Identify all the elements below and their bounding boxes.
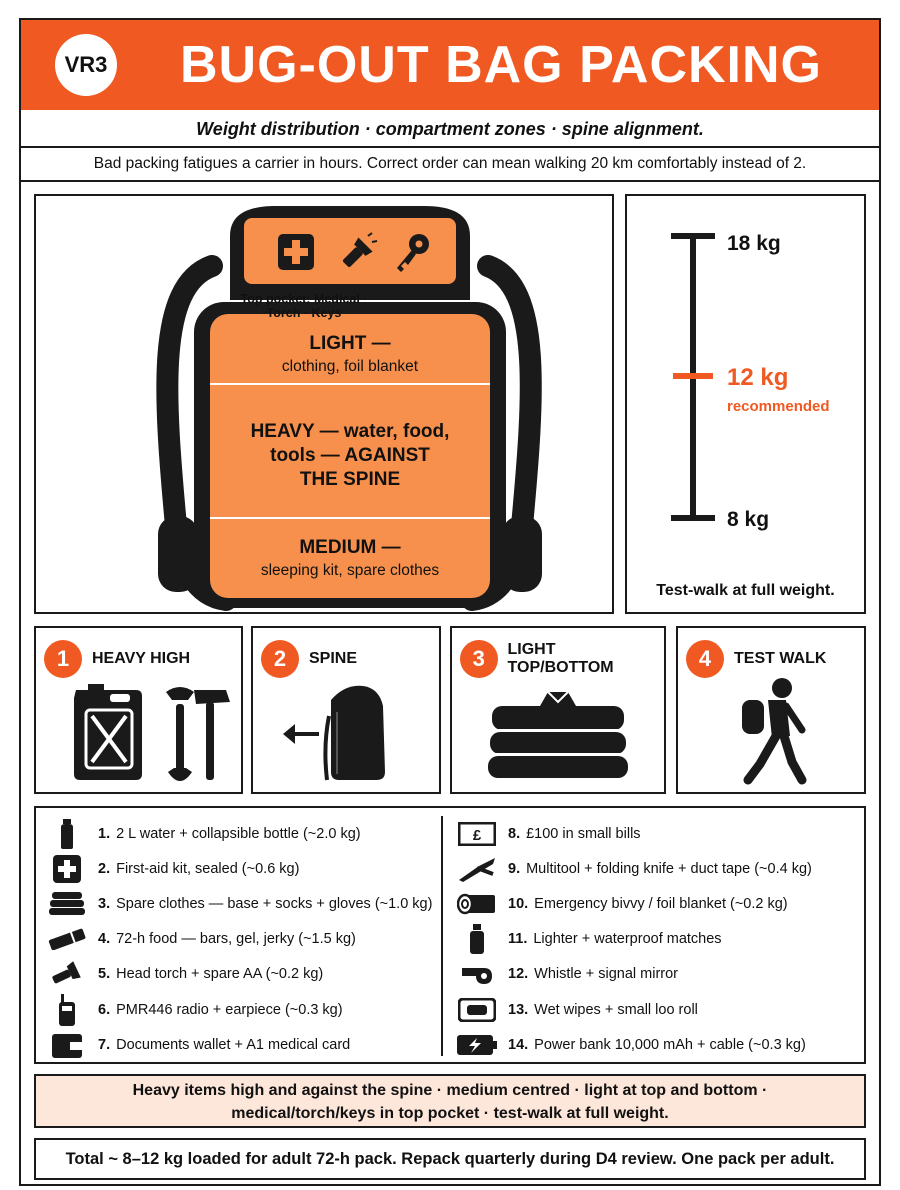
item-text: Multitool + folding knife + duct tape (~0.4 kg): [526, 860, 812, 877]
step-test-walk: [676, 626, 866, 794]
list-item: 14. Power bank 10,000 mAh + cable (~0.3 kg): [456, 1027, 856, 1062]
item-text: PMR446 radio + earpiece (~0.3 kg): [116, 1001, 343, 1018]
item-text: Lighter + waterproof matches: [533, 931, 722, 948]
zone-light-title: LIGHT —: [309, 333, 391, 354]
list-item: 3. Spare clothes — base + socks + gloves (~1.0 kg): [46, 886, 436, 921]
power-bank-icon: [456, 1030, 498, 1060]
zone-medium: [212, 536, 488, 582]
item-text: Whistle + signal mirror: [534, 966, 678, 983]
vr-badge: VR3: [55, 34, 117, 96]
bottle-icon: [46, 819, 88, 849]
step-number: 4: [686, 640, 724, 678]
scale-max-label: 18 kg: [727, 232, 781, 255]
bivvy-roll-icon: [456, 889, 498, 919]
item-text: 72-h food — bars, gel, jerky (~1.5 kg): [116, 931, 356, 948]
header-banner: [21, 20, 879, 110]
scale-min-label: 8 kg: [727, 508, 770, 531]
list-item: 13. Wet wipes + small loo roll: [456, 992, 856, 1027]
first-aid-icon: [276, 232, 316, 272]
step-light-top-bottom: [450, 626, 666, 794]
list-item: 2. First-aid kit, sealed (~0.6 kg): [46, 851, 436, 886]
backpack-icon: [325, 686, 385, 780]
whistle-icon: [456, 959, 498, 989]
list-item: 9. Multitool + folding knife + duct tape (~0.4 kg): [456, 851, 856, 886]
packing-checklist: [34, 806, 866, 1064]
lighter-icon: [456, 924, 498, 954]
list-item: 10. Emergency bivvy / foil blanket (~0.2 kg): [456, 886, 856, 921]
wallet-icon: [46, 1030, 88, 1060]
torch-icon: [336, 232, 378, 274]
jerrycan-icon: [74, 684, 142, 780]
step-heavy-high: [34, 626, 243, 794]
backpack-panel: [34, 194, 614, 614]
jerrycan-tools-illustration: [36, 676, 241, 792]
wrench-icon: [166, 687, 194, 781]
step-label: SPINE: [309, 650, 358, 667]
arrow-left-icon: [283, 724, 319, 744]
list-item: 6. PMR446 radio + earpiece (~0.3 kg): [46, 992, 436, 1027]
clothes-icon: [46, 889, 88, 919]
scale-note: Test-walk at full weight.: [656, 582, 835, 599]
step-spine: [251, 626, 441, 794]
zone-heavy: [212, 420, 488, 492]
wipes-icon: [456, 995, 498, 1025]
weight-scale-panel: [625, 194, 866, 614]
subtitle: Weight distribution · compartment zones · spine alignment.: [21, 110, 879, 148]
svg-text:£: £: [472, 826, 482, 844]
zone-light: [212, 332, 488, 378]
scale-recommended-value: 12 kg: [727, 364, 789, 391]
item-text: Power bank 10,000 mAh + cable (~0.3 kg): [534, 1036, 806, 1053]
top-pocket-label: Top pocket: Medical · Torch · Keys: [240, 292, 368, 320]
spine-illustration: [253, 676, 439, 792]
zone-heavy-line1: HEAVY — water, food,: [250, 421, 450, 442]
item-text: Emergency bivvy / foil blanket (~0.2 kg): [534, 895, 788, 912]
multitool-icon: [456, 854, 498, 884]
item-text: First-aid kit, sealed (~0.6 kg): [116, 860, 300, 877]
food-bar-icon: [46, 924, 88, 954]
list-item: 11. Lighter + waterproof matches: [456, 922, 856, 957]
step-number: 1: [44, 640, 82, 678]
hiker-icon: [678, 676, 864, 792]
first-aid-icon: [46, 854, 88, 884]
item-text: Head torch + spare AA (~0.2 kg): [116, 966, 324, 983]
zone-medium-desc: sleeping kit, spare clothes: [260, 562, 440, 579]
page-title: BUG-OUT BAG PACKING: [179, 36, 822, 94]
footer-note: Total ~ 8–12 kg loaded for adult 72-h pack. Repack quarterly during D4 review. One pack per adult.: [34, 1138, 866, 1180]
item-text: Documents wallet + A1 medical card: [116, 1036, 351, 1053]
zone-heavy-line3: THE SPINE: [299, 469, 401, 490]
list-item: 7. Documents wallet + A1 medical card: [46, 1027, 436, 1062]
hammer-icon: [194, 690, 230, 780]
list-item: 1. 2 L water + collapsible bottle (~2.0 kg): [46, 816, 436, 851]
list-item: 12. Whistle + signal mirror: [456, 957, 856, 992]
step-label: LIGHT TOP/BOTTOM: [507, 641, 614, 676]
item-text: 2 L water + collapsible bottle (~2.0 kg): [116, 825, 361, 842]
zone-medium-title: MEDIUM —: [299, 537, 401, 558]
list-item: 5. Head torch + spare AA (~0.2 kg): [46, 957, 436, 992]
key-icon: [392, 232, 432, 274]
list-divider: [441, 816, 443, 1056]
banknote-icon: [456, 819, 498, 849]
step-number: 2: [261, 640, 299, 678]
summary-line-1: Heavy items high and against the spine · medium centred · light at top and bottom ·: [132, 1082, 768, 1099]
step-number: 3: [460, 640, 498, 678]
item-text: £100 in small bills: [526, 825, 641, 842]
zone-light-desc: clothing, foil blanket: [281, 358, 419, 375]
checklist-left-column: [46, 816, 436, 1062]
torch-icon: [46, 959, 88, 989]
item-text: Wet wipes + small loo roll: [534, 1001, 698, 1018]
step-label: HEAVY HIGH: [92, 650, 191, 667]
summary-box: [34, 1074, 866, 1128]
list-item: £ 8. £100 in small bills: [456, 816, 856, 851]
item-text: Spare clothes — base + socks + gloves (~1.0 kg): [116, 895, 433, 912]
list-item: 4. 72-h food — bars, gel, jerky (~1.5 kg): [46, 922, 436, 957]
folded-clothes-icon: [452, 676, 664, 792]
intro-text: Bad packing fatigues a carrier in hours. Correct order can mean walking 20 km comfortably instead of 2.: [21, 148, 879, 182]
step-label: TEST WALK: [734, 650, 827, 667]
scale-recommended-label: recommended: [727, 398, 830, 415]
radio-icon: [46, 995, 88, 1025]
zone-heavy-line2: tools — AGAINST: [270, 445, 430, 466]
summary-line-2: medical/torch/keys in top pocket · test-walk at full weight.: [231, 1105, 669, 1122]
checklist-right-column: [456, 816, 856, 1062]
